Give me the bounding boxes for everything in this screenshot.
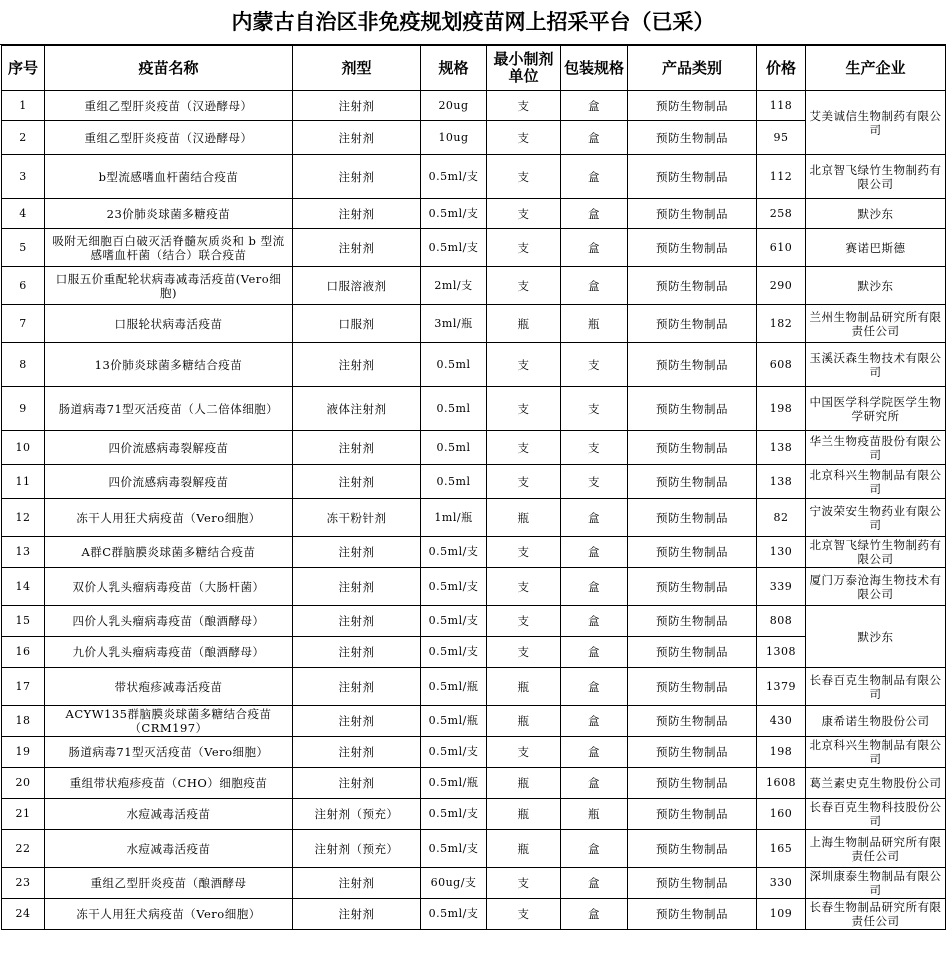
cell-unit: 瓶 (487, 499, 561, 537)
cell-manufacturer: 赛诺巴斯德 (806, 229, 946, 267)
cell-unit: 瓶 (487, 799, 561, 830)
cell-manufacturer: 北京科兴生物制品有限公司 (806, 737, 946, 768)
cell-form: 注射剂 (293, 668, 421, 706)
cell-manufacturer: 厦门万泰沧海生物技术有限公司 (806, 568, 946, 606)
cell-pack: 盒 (561, 121, 628, 155)
cell-category: 预防生物制品 (628, 305, 757, 343)
header-cell-category: 产品类别 (628, 46, 757, 91)
cell-manufacturer: 华兰生物疫苗股份有限公司 (806, 431, 946, 465)
header-cell-spec: 规格 (421, 46, 487, 91)
vaccine-table (1, 45, 946, 930)
table-row (2, 199, 946, 229)
cell-form: 注射剂 (293, 121, 421, 155)
cell-vaccine-name: 13价肺炎球菌多糖结合疫苗 (45, 343, 293, 387)
cell-pack: 支 (561, 343, 628, 387)
cell-price: 1379 (757, 668, 806, 706)
table-row (2, 899, 946, 930)
cell-unit: 支 (487, 568, 561, 606)
cell-unit: 支 (487, 267, 561, 305)
cell-spec: 0.5ml/支 (421, 637, 487, 668)
cell-price: 608 (757, 343, 806, 387)
cell-price: 138 (757, 465, 806, 499)
cell-no: 16 (2, 637, 45, 668)
cell-unit: 支 (487, 606, 561, 637)
cell-manufacturer: 宁波荣安生物药业有限公司 (806, 499, 946, 537)
cell-manufacturer: 艾美诚信生物制药有限公司 (806, 91, 946, 155)
cell-manufacturer: 北京智飞绿竹生物制药有限公司 (806, 537, 946, 568)
cell-price: 330 (757, 868, 806, 899)
cell-manufacturer: 默沙东 (806, 267, 946, 305)
cell-pack: 盒 (561, 768, 628, 799)
cell-no: 6 (2, 267, 45, 305)
cell-unit: 支 (487, 737, 561, 768)
cell-price: 198 (757, 737, 806, 768)
page-title: 内蒙古自治区非免疫规划疫苗网上招采平台（已采） (0, 0, 946, 45)
cell-price: 130 (757, 537, 806, 568)
cell-vaccine-name: 口服五价重配轮状病毒减毒活疫苗(Vero细胞) (45, 267, 293, 305)
cell-no: 15 (2, 606, 45, 637)
cell-price: 109 (757, 899, 806, 930)
cell-pack: 盒 (561, 91, 628, 121)
cell-form: 注射剂 (293, 868, 421, 899)
table-row (2, 499, 946, 537)
cell-price: 138 (757, 431, 806, 465)
cell-no: 9 (2, 387, 45, 431)
header-cell-unit: 最小制剂单位 (487, 46, 561, 91)
cell-no: 13 (2, 537, 45, 568)
table-body (2, 91, 946, 930)
cell-form: 注射剂 (293, 637, 421, 668)
cell-category: 预防生物制品 (628, 465, 757, 499)
cell-form: 注射剂 (293, 737, 421, 768)
cell-form: 液体注射剂 (293, 387, 421, 431)
cell-no: 22 (2, 830, 45, 868)
cell-spec: 0.5ml (421, 343, 487, 387)
cell-pack: 盒 (561, 706, 628, 737)
cell-vaccine-name: 四价流感病毒裂解疫苗 (45, 465, 293, 499)
table-row (2, 431, 946, 465)
cell-form: 注射剂 (293, 343, 421, 387)
table-row (2, 267, 946, 305)
cell-form: 注射剂 (293, 568, 421, 606)
cell-pack: 盒 (561, 499, 628, 537)
cell-spec: 2ml/支 (421, 267, 487, 305)
cell-vaccine-name: 口服轮状病毒活疫苗 (45, 305, 293, 343)
table-row (2, 799, 946, 830)
cell-form: 口服剂 (293, 305, 421, 343)
cell-category: 预防生物制品 (628, 868, 757, 899)
cell-form: 口服溶液剂 (293, 267, 421, 305)
cell-unit: 支 (487, 387, 561, 431)
cell-category: 预防生物制品 (628, 91, 757, 121)
cell-no: 3 (2, 155, 45, 199)
cell-price: 290 (757, 267, 806, 305)
cell-pack: 盒 (561, 537, 628, 568)
cell-category: 预防生物制品 (628, 537, 757, 568)
cell-vaccine-name: 冻干人用狂犬病疫苗（Vero细胞） (45, 899, 293, 930)
cell-pack: 盒 (561, 637, 628, 668)
cell-category: 预防生物制品 (628, 637, 757, 668)
cell-no: 19 (2, 737, 45, 768)
cell-price: 165 (757, 830, 806, 868)
cell-category: 预防生物制品 (628, 706, 757, 737)
cell-form: 注射剂 (293, 899, 421, 930)
cell-spec: 0.5ml/瓶 (421, 706, 487, 737)
cell-vaccine-name: 四价流感病毒裂解疫苗 (45, 431, 293, 465)
cell-vaccine-name: 吸附无细胞百白破灭活脊髓灰质炎和 b 型流感嗜血杆菌（结合）联合疫苗 (45, 229, 293, 267)
cell-manufacturer: 康希诺生物股份公司 (806, 706, 946, 737)
cell-form: 注射剂（预充） (293, 830, 421, 868)
cell-no: 20 (2, 768, 45, 799)
header-cell-form: 剂型 (293, 46, 421, 91)
cell-manufacturer: 葛兰素史克生物股份公司 (806, 768, 946, 799)
table-row (2, 387, 946, 431)
cell-spec: 0.5ml/支 (421, 537, 487, 568)
cell-spec: 0.5ml/支 (421, 199, 487, 229)
cell-form: 注射剂 (293, 465, 421, 499)
cell-no: 1 (2, 91, 45, 121)
cell-spec: 0.5ml/瓶 (421, 668, 487, 706)
cell-category: 预防生物制品 (628, 830, 757, 868)
cell-unit: 支 (487, 899, 561, 930)
cell-price: 182 (757, 305, 806, 343)
table-row (2, 155, 946, 199)
cell-vaccine-name: 双价人乳头瘤病毒疫苗（大肠杆菌） (45, 568, 293, 606)
cell-no: 5 (2, 229, 45, 267)
table-row (2, 830, 946, 868)
cell-form: 注射剂 (293, 537, 421, 568)
header-cell-price: 价格 (757, 46, 806, 91)
cell-price: 1608 (757, 768, 806, 799)
cell-no: 18 (2, 706, 45, 737)
cell-vaccine-name: b型流感嗜血杆菌结合疫苗 (45, 155, 293, 199)
cell-unit: 支 (487, 121, 561, 155)
cell-category: 预防生物制品 (628, 121, 757, 155)
cell-vaccine-name: 重组带状疱疹疫苗（CHO）细胞疫苗 (45, 768, 293, 799)
cell-price: 610 (757, 229, 806, 267)
cell-no: 10 (2, 431, 45, 465)
cell-pack: 盒 (561, 668, 628, 706)
cell-unit: 支 (487, 343, 561, 387)
cell-vaccine-name: 九价人乳头瘤病毒疫苗（酿酒酵母） (45, 637, 293, 668)
cell-form: 冻干粉针剂 (293, 499, 421, 537)
cell-vaccine-name: 四价人乳头瘤病毒疫苗（酿酒酵母） (45, 606, 293, 637)
cell-category: 预防生物制品 (628, 155, 757, 199)
cell-vaccine-name: 23价肺炎球菌多糖疫苗 (45, 199, 293, 229)
cell-unit: 支 (487, 199, 561, 229)
cell-manufacturer: 中国医学科学院医学生物学研究所 (806, 387, 946, 431)
cell-spec: 0.5ml/支 (421, 799, 487, 830)
cell-price: 1308 (757, 637, 806, 668)
cell-form: 注射剂 (293, 229, 421, 267)
cell-unit: 支 (487, 637, 561, 668)
cell-no: 11 (2, 465, 45, 499)
cell-vaccine-name: 重组乙型肝炎疫苗（汉逊酵母） (45, 121, 293, 155)
cell-manufacturer: 长春百克生物科技股份公司 (806, 799, 946, 830)
cell-pack: 盒 (561, 868, 628, 899)
cell-manufacturer: 兰州生物制品研究所有限责任公司 (806, 305, 946, 343)
cell-manufacturer: 上海生物制品研究所有限责任公司 (806, 830, 946, 868)
cell-pack: 盒 (561, 899, 628, 930)
cell-no: 21 (2, 799, 45, 830)
cell-vaccine-name: A群C群脑膜炎球菌多糖结合疫苗 (45, 537, 293, 568)
cell-spec: 0.5ml/支 (421, 606, 487, 637)
cell-no: 24 (2, 899, 45, 930)
table-row (2, 737, 946, 768)
cell-category: 预防生物制品 (628, 499, 757, 537)
cell-spec: 0.5ml/支 (421, 568, 487, 606)
cell-form: 注射剂 (293, 199, 421, 229)
cell-form: 注射剂 (293, 768, 421, 799)
cell-no: 14 (2, 568, 45, 606)
cell-pack: 支 (561, 431, 628, 465)
cell-no: 7 (2, 305, 45, 343)
table-row (2, 91, 946, 121)
cell-spec: 10ug (421, 121, 487, 155)
header-cell-no: 序号 (2, 46, 45, 91)
cell-unit: 支 (487, 229, 561, 267)
cell-vaccine-name: 肠道病毒71型灭活疫苗（人二倍体细胞） (45, 387, 293, 431)
cell-unit: 瓶 (487, 305, 561, 343)
header-cell-pack: 包装规格 (561, 46, 628, 91)
cell-price: 118 (757, 91, 806, 121)
cell-no: 12 (2, 499, 45, 537)
cell-unit: 支 (487, 868, 561, 899)
cell-price: 430 (757, 706, 806, 737)
cell-price: 808 (757, 606, 806, 637)
table-row (2, 537, 946, 568)
cell-spec: 0.5ml/支 (421, 229, 487, 267)
cell-vaccine-name: 水痘减毒活疫苗 (45, 799, 293, 830)
cell-vaccine-name: 冻干人用狂犬病疫苗（Vero细胞） (45, 499, 293, 537)
cell-spec: 0.5ml/支 (421, 737, 487, 768)
table-row (2, 868, 946, 899)
cell-vaccine-name: 带状疱疹减毒活疫苗 (45, 668, 293, 706)
cell-spec: 0.5ml/支 (421, 155, 487, 199)
cell-unit: 支 (487, 537, 561, 568)
cell-category: 预防生物制品 (628, 799, 757, 830)
table-row (2, 568, 946, 606)
cell-category: 预防生物制品 (628, 737, 757, 768)
cell-unit: 瓶 (487, 830, 561, 868)
cell-spec: 60ug/支 (421, 868, 487, 899)
cell-category: 预防生物制品 (628, 267, 757, 305)
cell-unit: 瓶 (487, 668, 561, 706)
cell-no: 2 (2, 121, 45, 155)
cell-vaccine-name: 重组乙型肝炎疫苗（汉逊酵母） (45, 91, 293, 121)
cell-manufacturer: 长春百克生物制品有限公司 (806, 668, 946, 706)
table-row (2, 229, 946, 267)
cell-spec: 0.5ml (421, 431, 487, 465)
table-row (2, 706, 946, 737)
cell-price: 82 (757, 499, 806, 537)
cell-vaccine-name: 重组乙型肝炎疫苗（酿酒酵母 (45, 868, 293, 899)
cell-spec: 20ug (421, 91, 487, 121)
cell-vaccine-name: 水痘减毒活疫苗 (45, 830, 293, 868)
cell-form: 注射剂 (293, 155, 421, 199)
cell-category: 预防生物制品 (628, 899, 757, 930)
cell-manufacturer: 默沙东 (806, 606, 946, 668)
cell-spec: 0.5ml/瓶 (421, 768, 487, 799)
table-row (2, 305, 946, 343)
cell-price: 160 (757, 799, 806, 830)
table-row (2, 343, 946, 387)
cell-no: 4 (2, 199, 45, 229)
cell-spec: 0.5ml/支 (421, 830, 487, 868)
cell-category: 预防生物制品 (628, 606, 757, 637)
cell-price: 258 (757, 199, 806, 229)
cell-manufacturer: 默沙东 (806, 199, 946, 229)
cell-vaccine-name: ACYW135群脑膜炎球菌多糖结合疫苗（CRM197） (45, 706, 293, 737)
header-cell-name: 疫苗名称 (45, 46, 293, 91)
cell-pack: 支 (561, 465, 628, 499)
cell-spec: 1ml/瓶 (421, 499, 487, 537)
cell-form: 注射剂 (293, 606, 421, 637)
cell-form: 注射剂 (293, 706, 421, 737)
cell-category: 预防生物制品 (628, 199, 757, 229)
cell-vaccine-name: 肠道病毒71型灭活疫苗（Vero细胞） (45, 737, 293, 768)
cell-price: 339 (757, 568, 806, 606)
cell-manufacturer: 深圳康泰生物制品有限公司 (806, 868, 946, 899)
table-row (2, 768, 946, 799)
cell-category: 预防生物制品 (628, 229, 757, 267)
cell-manufacturer: 北京科兴生物制品有限公司 (806, 465, 946, 499)
cell-unit: 支 (487, 431, 561, 465)
cell-category: 预防生物制品 (628, 387, 757, 431)
cell-pack: 盒 (561, 737, 628, 768)
cell-category: 预防生物制品 (628, 431, 757, 465)
cell-category: 预防生物制品 (628, 768, 757, 799)
cell-pack: 瓶 (561, 305, 628, 343)
cell-unit: 瓶 (487, 768, 561, 799)
cell-category: 预防生物制品 (628, 668, 757, 706)
cell-form: 注射剂 (293, 91, 421, 121)
cell-unit: 支 (487, 465, 561, 499)
cell-pack: 瓶 (561, 799, 628, 830)
cell-unit: 支 (487, 155, 561, 199)
table-row (2, 465, 946, 499)
cell-pack: 盒 (561, 568, 628, 606)
cell-unit: 支 (487, 91, 561, 121)
cell-pack: 盒 (561, 267, 628, 305)
cell-manufacturer: 长春生物制品研究所有限责任公司 (806, 899, 946, 930)
cell-form: 注射剂（预充） (293, 799, 421, 830)
table-header-row (2, 46, 946, 91)
cell-spec: 0.5ml (421, 387, 487, 431)
cell-pack: 盒 (561, 830, 628, 868)
cell-pack: 盒 (561, 229, 628, 267)
cell-spec: 0.5ml/支 (421, 899, 487, 930)
table-row (2, 606, 946, 637)
cell-pack: 盒 (561, 199, 628, 229)
table-row (2, 668, 946, 706)
cell-pack: 支 (561, 387, 628, 431)
cell-price: 95 (757, 121, 806, 155)
cell-pack: 盒 (561, 155, 628, 199)
cell-no: 17 (2, 668, 45, 706)
cell-manufacturer: 北京智飞绿竹生物制药有限公司 (806, 155, 946, 199)
cell-spec: 0.5ml (421, 465, 487, 499)
cell-category: 预防生物制品 (628, 568, 757, 606)
cell-form: 注射剂 (293, 431, 421, 465)
cell-no: 23 (2, 868, 45, 899)
cell-spec: 3ml/瓶 (421, 305, 487, 343)
cell-unit: 瓶 (487, 706, 561, 737)
header-cell-manufacturer: 生产企业 (806, 46, 946, 91)
cell-no: 8 (2, 343, 45, 387)
cell-category: 预防生物制品 (628, 343, 757, 387)
cell-price: 112 (757, 155, 806, 199)
table-row (2, 637, 946, 668)
table-row (2, 121, 946, 155)
cell-price: 198 (757, 387, 806, 431)
cell-manufacturer: 玉溪沃森生物技术有限公司 (806, 343, 946, 387)
cell-pack: 盒 (561, 606, 628, 637)
